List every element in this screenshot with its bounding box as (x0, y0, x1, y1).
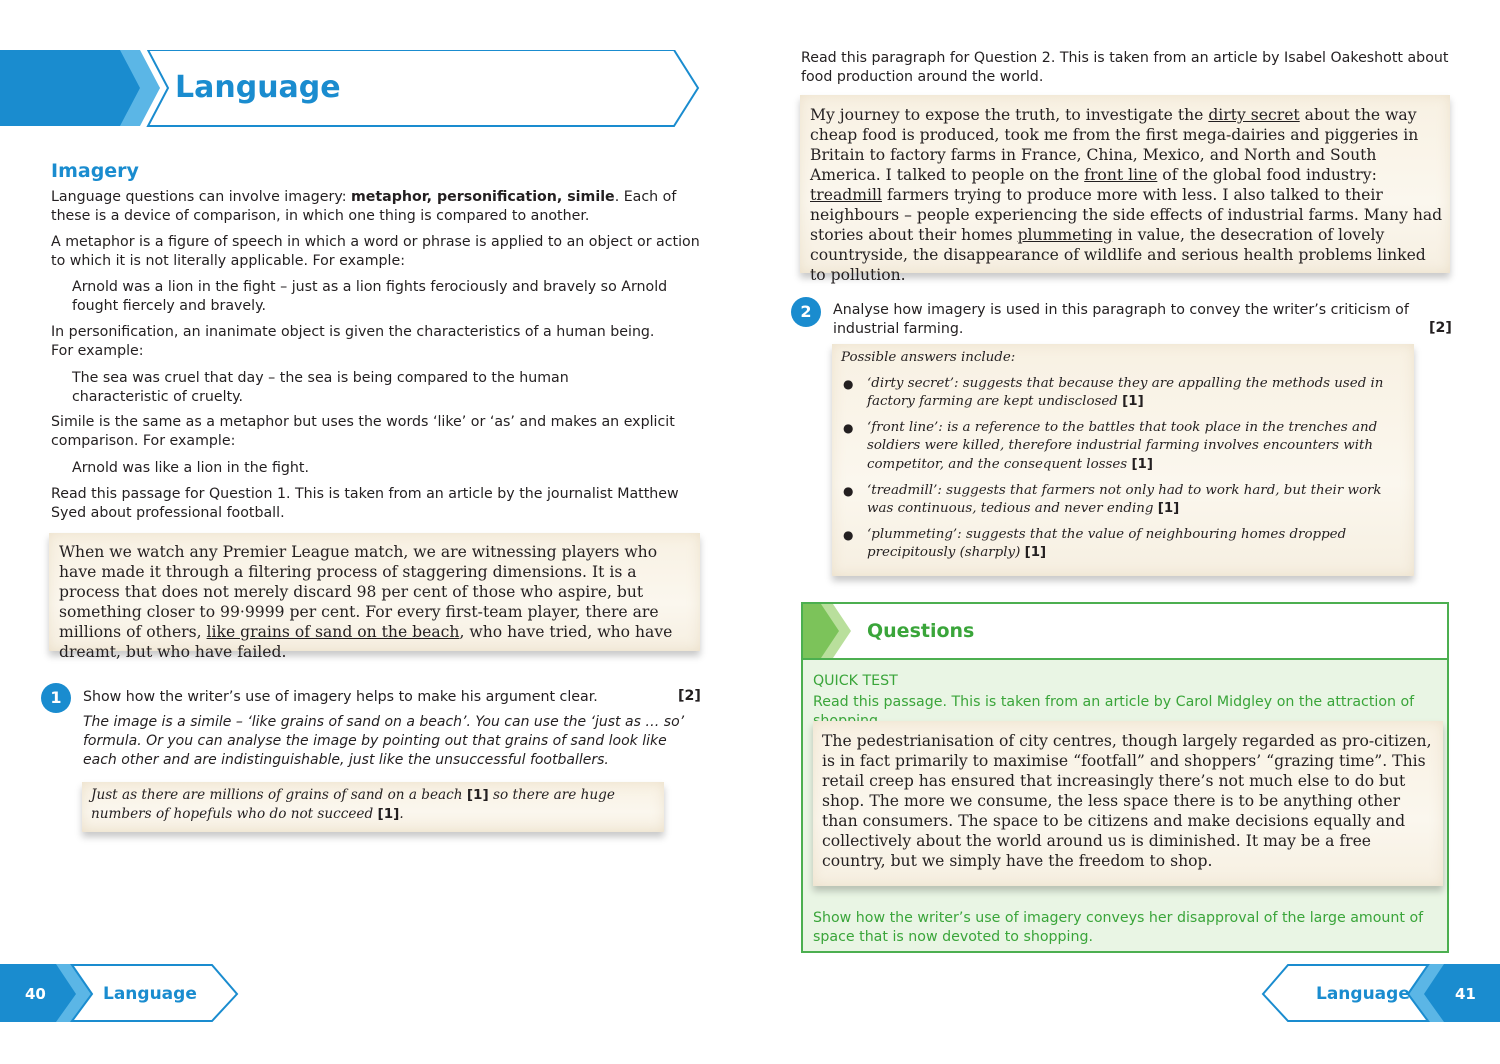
answer-item: ● ‘treadmill’: suggests that farmers not only had to work hard, but their work was continuous, tedious and never ending [1] (841, 482, 1407, 519)
metaphor-example: Arnold was a lion in the fight – just as a lion fights ferociously and bravely so Arnold fought fiercely and bravely. (72, 279, 668, 314)
answers-intro: Possible answers include: (841, 350, 1016, 365)
chapter-banner (0, 50, 700, 128)
metaphor-definition: A metaphor is a figure of speech in which a word or phrase is applied to an object or action to which it is not literally applicable. For example: (51, 234, 700, 269)
extract-syed: When we watch any Premier League match, we are witnessing players who have made it through a filtering process of staggering dimensions. It is a process that does not merely discard 98 per cent of those who aspire, but something closer to 99·9999 per cent. For every first-team player, there are millions of others, like grains of sand on the beach, who have tried, who have dreamt, but who have failed. (49, 533, 700, 651)
answer-item: ● ‘plummeting’: suggests that the value of neighbouring homes dropped precipitously (sharply) [1] (841, 526, 1407, 563)
section-heading-imagery: Imagery (51, 160, 139, 182)
extract-oakeshott: My journey to expose the truth, to investigate the dirty secret about the way cheap food is produced, took me from the first mega-dairies and piggeries in Britain to factory farms in France, China, Mexico, and North and South America. I talked to people on the front line of the global food industry: treadmill farmers trying to produce more with less. I also talked to their neighbours – people experiencing the side effects of industrial farms. Many had stories about their homes plummeting in value, the desecration of lovely countryside, the disappearance of wildlife and serious health problems linked to pollution. (800, 95, 1450, 273)
answer-box-q2 (832, 344, 1414, 576)
question-1-marks: [2] (678, 688, 701, 704)
answer-item: ● ‘dirty secret’: suggests that because they are appalling the methods used in factory farming are kept undisclosed [1] (841, 375, 1407, 412)
questions-chevron-icon (803, 604, 853, 658)
personification-definition: In personification, an inanimate object is given the characteristics of a human being. For example: (51, 324, 655, 359)
page-title: Language (175, 70, 341, 105)
answer-item: ● ‘front line’: is a reference to the battles that took place in the trenches and soldiers were killed, therefore industrial farming involves encounters with competitor, and the consequent losses [1] (841, 419, 1407, 475)
personification-example: The sea was cruel that day – the sea is being compared to the human characteristic of cruelty. (72, 370, 569, 405)
footer-label-right: Language (1316, 984, 1410, 1004)
question-2-marks: [2] (1429, 320, 1452, 336)
question-number-1: 1 (41, 683, 71, 713)
question-1-guidance: The image is a simile – ‘like grains of sand on a beach’. You can use the ‘just as … so’ formula. Or you can analyse the image by pointing out that grains of sand look like each other and are indistinguishable, just like the unsuccessful footballers. (83, 714, 685, 768)
passage-intro-q1: Read this passage for Question 1. This is taken from an article by the journalist Matthew Syed about professional football. (51, 486, 679, 521)
quick-test-label: QUICK TEST (813, 673, 898, 689)
extract-midgley: The pedestrianisation of city centres, though largely regarded as pro-citizen, is in fact primarily to maximise “footfall” and shoppers’ “grazing time”. This retail creep has ensured that increasingly there’s not much else to do but shop. The more we consume, the less space there is to be anything other than consumers. The space to be citizens and make decisions equally and collectively about the world around us is diminished. It may be a free country, but we simply have the freedom to shop. (813, 721, 1443, 886)
simile-definition: Simile is the same as a metaphor but uses the words ‘like’ or ‘as’ and makes an explicit comparison. For example: (51, 414, 675, 449)
intro-paragraph: Language questions can involve imagery: metaphor, personification, simile. Each of these is a device of comparison, in which one thing is compared to another. (51, 189, 677, 224)
page-number-right: 41 (1455, 985, 1476, 1003)
quick-test-instruction: Read this passage. This is taken from an article by Carol Midgley on the attraction of (813, 694, 1415, 710)
questions-title: Questions (867, 620, 975, 642)
question-1-text: Show how the writer’s use of imagery helps to make his argument clear. (83, 689, 598, 705)
questions-box (801, 602, 1449, 953)
page-number-left: 40 (25, 985, 46, 1003)
simile-example: Arnold was like a lion in the fight. (72, 460, 309, 476)
answer-box-q1: Just as there are millions of grains of sand on a beach [1] so there are huge numbers of hopefuls who do not succeed [1]. (82, 782, 664, 832)
question-number-2: 2 (791, 297, 821, 327)
footer-label-left: Language (103, 984, 197, 1004)
questions-header (803, 604, 1447, 660)
quick-test-task: Show how the writer’s use of imagery conveys her disapproval of the large amount of space that is now devoted to shopping. (813, 910, 1424, 945)
answers-list (841, 375, 1407, 563)
passage-intro-q2: Read this paragraph for Question 2. This is taken from an article by Isabel Oakeshott about food production around the world. (801, 50, 1449, 85)
question-2-text: Analyse how imagery is used in this paragraph to convey the writer’s criticism of industrial farming. (833, 302, 1409, 337)
